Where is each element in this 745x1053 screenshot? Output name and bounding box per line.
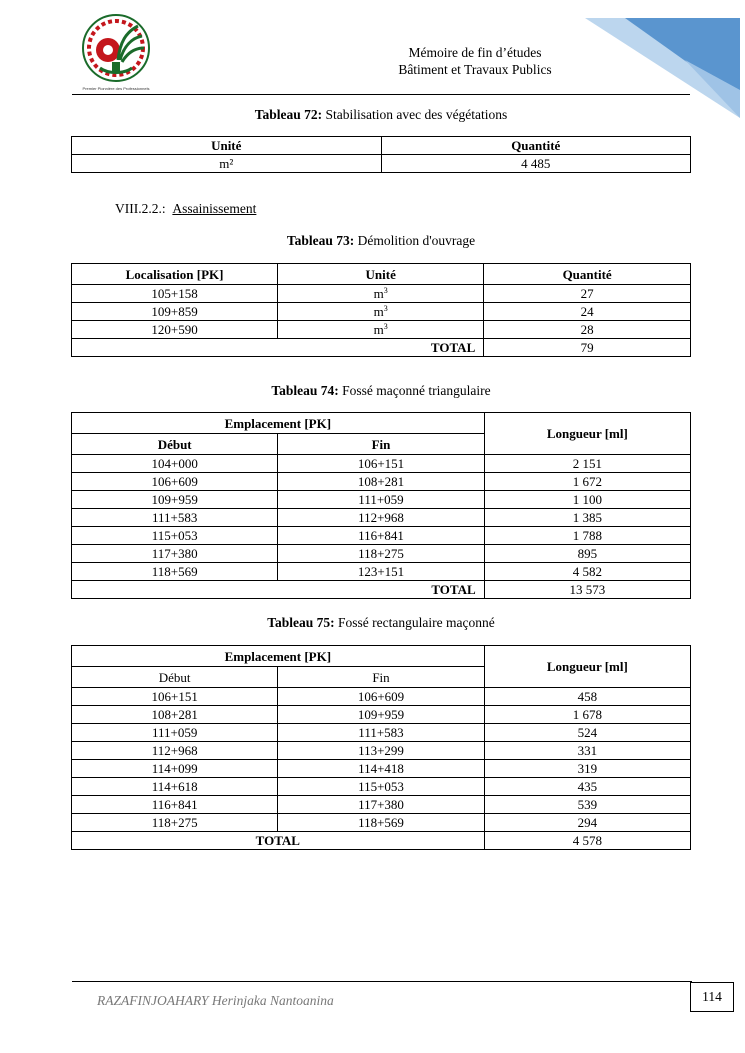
column-header: Quantité — [381, 137, 691, 155]
svg-text:Premier Pionnière des Professi: Premier Pionnière des Professionnels — [82, 86, 150, 91]
table-row: 114+099 114+418 319 — [72, 760, 691, 778]
column-header: Localisation [PK] — [72, 264, 278, 285]
school-logo — [78, 12, 154, 92]
table-row: 118+275 118+569 294 — [72, 814, 691, 832]
table-row: m² 4 485 — [72, 155, 691, 173]
table-row: 109+859 $m^3$ 24 — [72, 303, 691, 321]
group-header: Emplacement [PK] — [72, 413, 485, 434]
column-header: Fin — [278, 434, 484, 455]
table-73-caption: Tableau 73: Démolition d'ouvrage — [286, 233, 476, 248]
table-74 — [71, 412, 691, 599]
table-row: 115+053 116+841 1 788 — [72, 527, 691, 545]
page-number: 114 — [690, 982, 734, 1012]
table-row: 114+618 115+053 435 — [72, 778, 691, 796]
footer-author: RAZAFINJOAHARY Herinjaka Nantoanina — [97, 993, 334, 1008]
table-row: 112+968 113+299 331 — [72, 742, 691, 760]
table-row: 109+959 111+059 1 100 — [72, 491, 691, 509]
total-row: TOTAL 4 578 — [72, 832, 691, 850]
column-header: Début — [72, 434, 278, 455]
table-row: 116+841 117+380 539 — [72, 796, 691, 814]
table-row: 117+380 118+275 895 — [72, 545, 691, 563]
unit-cell: $m^3$ — [278, 321, 484, 339]
header-line-1: Mémoire de fin d’études — [408, 45, 542, 60]
total-row: TOTAL 79 — [72, 339, 691, 357]
table-row: 111+583 112+968 1 385 — [72, 509, 691, 527]
column-header: Longueur [ml] — [484, 413, 690, 455]
unit-cell: $m^3$ — [278, 303, 484, 321]
section-heading: VIII.2.2.: Assainissement — [115, 201, 257, 216]
header-line-2: Bâtiment et Travaux Publics — [398, 62, 552, 77]
table-72-caption: Tableau 72: Stabilisation avec des végétations — [254, 107, 508, 122]
table-72 — [71, 136, 691, 173]
table-row: 106+609 108+281 1 672 — [72, 473, 691, 491]
table-row: 105+158 $m^3$ 27 — [72, 285, 691, 303]
table-74-caption: Tableau 74: Fossé maçonné triangulaire — [271, 383, 491, 398]
table-row: 111+059 111+583 524 — [72, 724, 691, 742]
total-row: TOTAL 13 573 — [72, 581, 691, 599]
table-row: 106+151 106+609 458 — [72, 688, 691, 706]
table-row: 120+590 $m^3$ 28 — [72, 321, 691, 339]
footer-divider — [72, 981, 692, 982]
table-row: 104+000 106+151 2 151 — [72, 455, 691, 473]
document-header — [360, 44, 590, 78]
column-header: Unité — [72, 137, 382, 155]
column-header: Fin — [278, 667, 484, 688]
table-75 — [71, 645, 691, 850]
unit-cell: $m^3$ — [278, 285, 484, 303]
table-row: 108+281 109+959 1 678 — [72, 706, 691, 724]
group-header: Emplacement [PK] — [72, 646, 485, 667]
column-header: Unité — [278, 264, 484, 285]
table-row: 118+569 123+151 4 582 — [72, 563, 691, 581]
column-header: Quantité — [484, 264, 691, 285]
table-75-caption: Tableau 75: Fossé rectangulaire maçonné — [267, 615, 495, 630]
header-divider — [72, 94, 690, 95]
column-header: Début — [72, 667, 278, 688]
column-header: Longueur [ml] — [484, 646, 690, 688]
table-73 — [71, 263, 691, 357]
